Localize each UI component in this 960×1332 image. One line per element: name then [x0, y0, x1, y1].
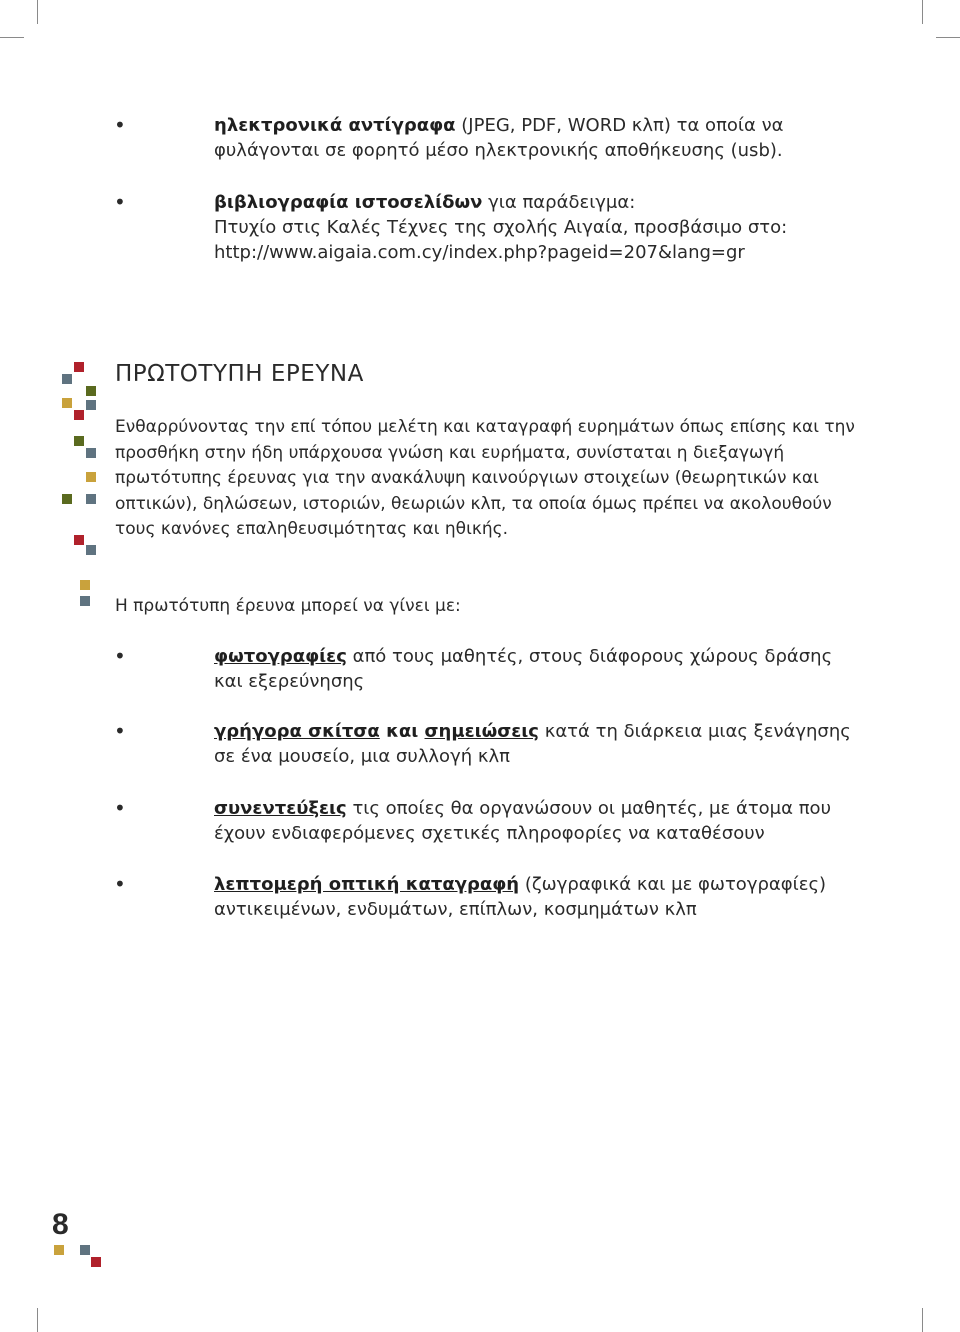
item-text: (ζωγραφικά και με φωτογραφίες) αντικειμένων, ενδυμάτων, επίπλων, κοσμημάτων κλπ	[214, 874, 827, 920]
url-link[interactable]: http://www.aigaia.com.cy/index.php?pageid=207&lang=gr	[214, 242, 745, 263]
decor-square	[86, 545, 96, 555]
list-item	[114, 796, 854, 846]
decor-square	[54, 1245, 64, 1255]
item-bold: λεπτομερή οπτική καταγραφή	[214, 874, 520, 895]
item-bold: βιβλιογραφία ιστοσελίδων	[214, 192, 483, 213]
bullet-icon: •	[114, 872, 126, 896]
crop-mark-top-right-h	[936, 37, 960, 38]
bullet-icon: •	[114, 796, 126, 820]
item-bold: γρήγορα σκίτσα	[214, 721, 380, 742]
crop-mark-top-right	[922, 0, 923, 24]
decor-square	[62, 374, 72, 384]
decor-square	[74, 410, 84, 420]
decor-square	[80, 1245, 90, 1255]
decor-square	[91, 1257, 101, 1267]
list-item	[114, 644, 854, 694]
decor-square	[86, 494, 96, 504]
bullet-icon: •	[114, 719, 126, 743]
section-intro: Η πρωτότυπη έρευνα μπορεί να γίνει με:	[115, 596, 461, 616]
item-bold: ηλεκτρονικά αντίγραφα	[214, 115, 456, 136]
decor-square	[74, 362, 84, 372]
page-number: 8	[52, 1208, 69, 1241]
decor-square	[80, 580, 90, 590]
bullet-icon: •	[114, 190, 126, 214]
item-text: από τους μαθητές, στους διάφορους χώρους δράσης και εξερεύνησης	[214, 646, 833, 692]
section-paragraph: Ενθαρρύνοντας την επί τόπου μελέτη και καταγραφή ευρημάτων όπως επίσης και την προσθήκη στην ήδη υπάρχουσα γνώση και ευρήματα, συνίσταται η διεξαγωγή πρωτότυπης έρευνας για την ανακάλυψη καινούργιων στοιχείων (θεωρητικών και οπτικών), δηλώσεων, ιστοριών, θεωριών κλπ, τα οποία όμως πρέπει να ακολουθούν τους κανόνες επαληθευσιμότητας και ηθικής.	[115, 417, 855, 539]
decor-square	[86, 472, 96, 482]
decor-square	[86, 386, 96, 396]
item-text: για παράδειγμα:	[482, 192, 636, 213]
decor-square	[74, 436, 84, 446]
item-bold: σημειώσεις	[424, 721, 539, 742]
list-item	[114, 872, 854, 922]
list-item	[114, 719, 854, 769]
bullet-icon: •	[114, 113, 126, 137]
crop-mark-top-left-h	[0, 37, 24, 38]
decor-square	[86, 400, 96, 410]
list-item	[114, 113, 854, 163]
item-text: (JPEG, PDF, WORD κλπ) τα οποία να φυλάγονται σε φορητό μέσο ηλεκτρονικής αποθήκευσης (usb).	[214, 115, 784, 161]
decor-square	[74, 535, 84, 545]
section-title: ΠΡΩΤΟΤΥΠΗ ΕΡΕΥΝΑ	[115, 361, 364, 387]
item-bold: συνεντεύξεις	[214, 798, 347, 819]
item-text: κατά τη διάρκεια μιας ξενάγησης σε ένα μουσείο, μια συλλογή κλπ	[214, 721, 851, 767]
decor-square	[86, 448, 96, 458]
crop-mark-top-left	[37, 0, 38, 24]
bullet-icon: •	[114, 644, 126, 668]
crop-mark-bottom-right	[922, 1308, 923, 1332]
crop-mark-bottom-left	[37, 1308, 38, 1332]
item-text-line2: Πτυχίο στις Καλές Τέχνες της σχολής Αιγαία, προσβάσιμο στο:	[214, 217, 788, 238]
item-text: τις οποίες θα οργανώσουν οι μαθητές, με άτομα που έχουν ενδιαφερόμενες σχετικές πληροφορίες να καταθέσουν	[214, 798, 831, 844]
item-bold-mid: και	[379, 721, 425, 742]
list-item	[114, 190, 854, 265]
decor-square	[62, 494, 72, 504]
decor-square	[80, 596, 90, 606]
item-bold: φωτογραφίες	[214, 646, 347, 667]
decor-square	[62, 398, 72, 408]
